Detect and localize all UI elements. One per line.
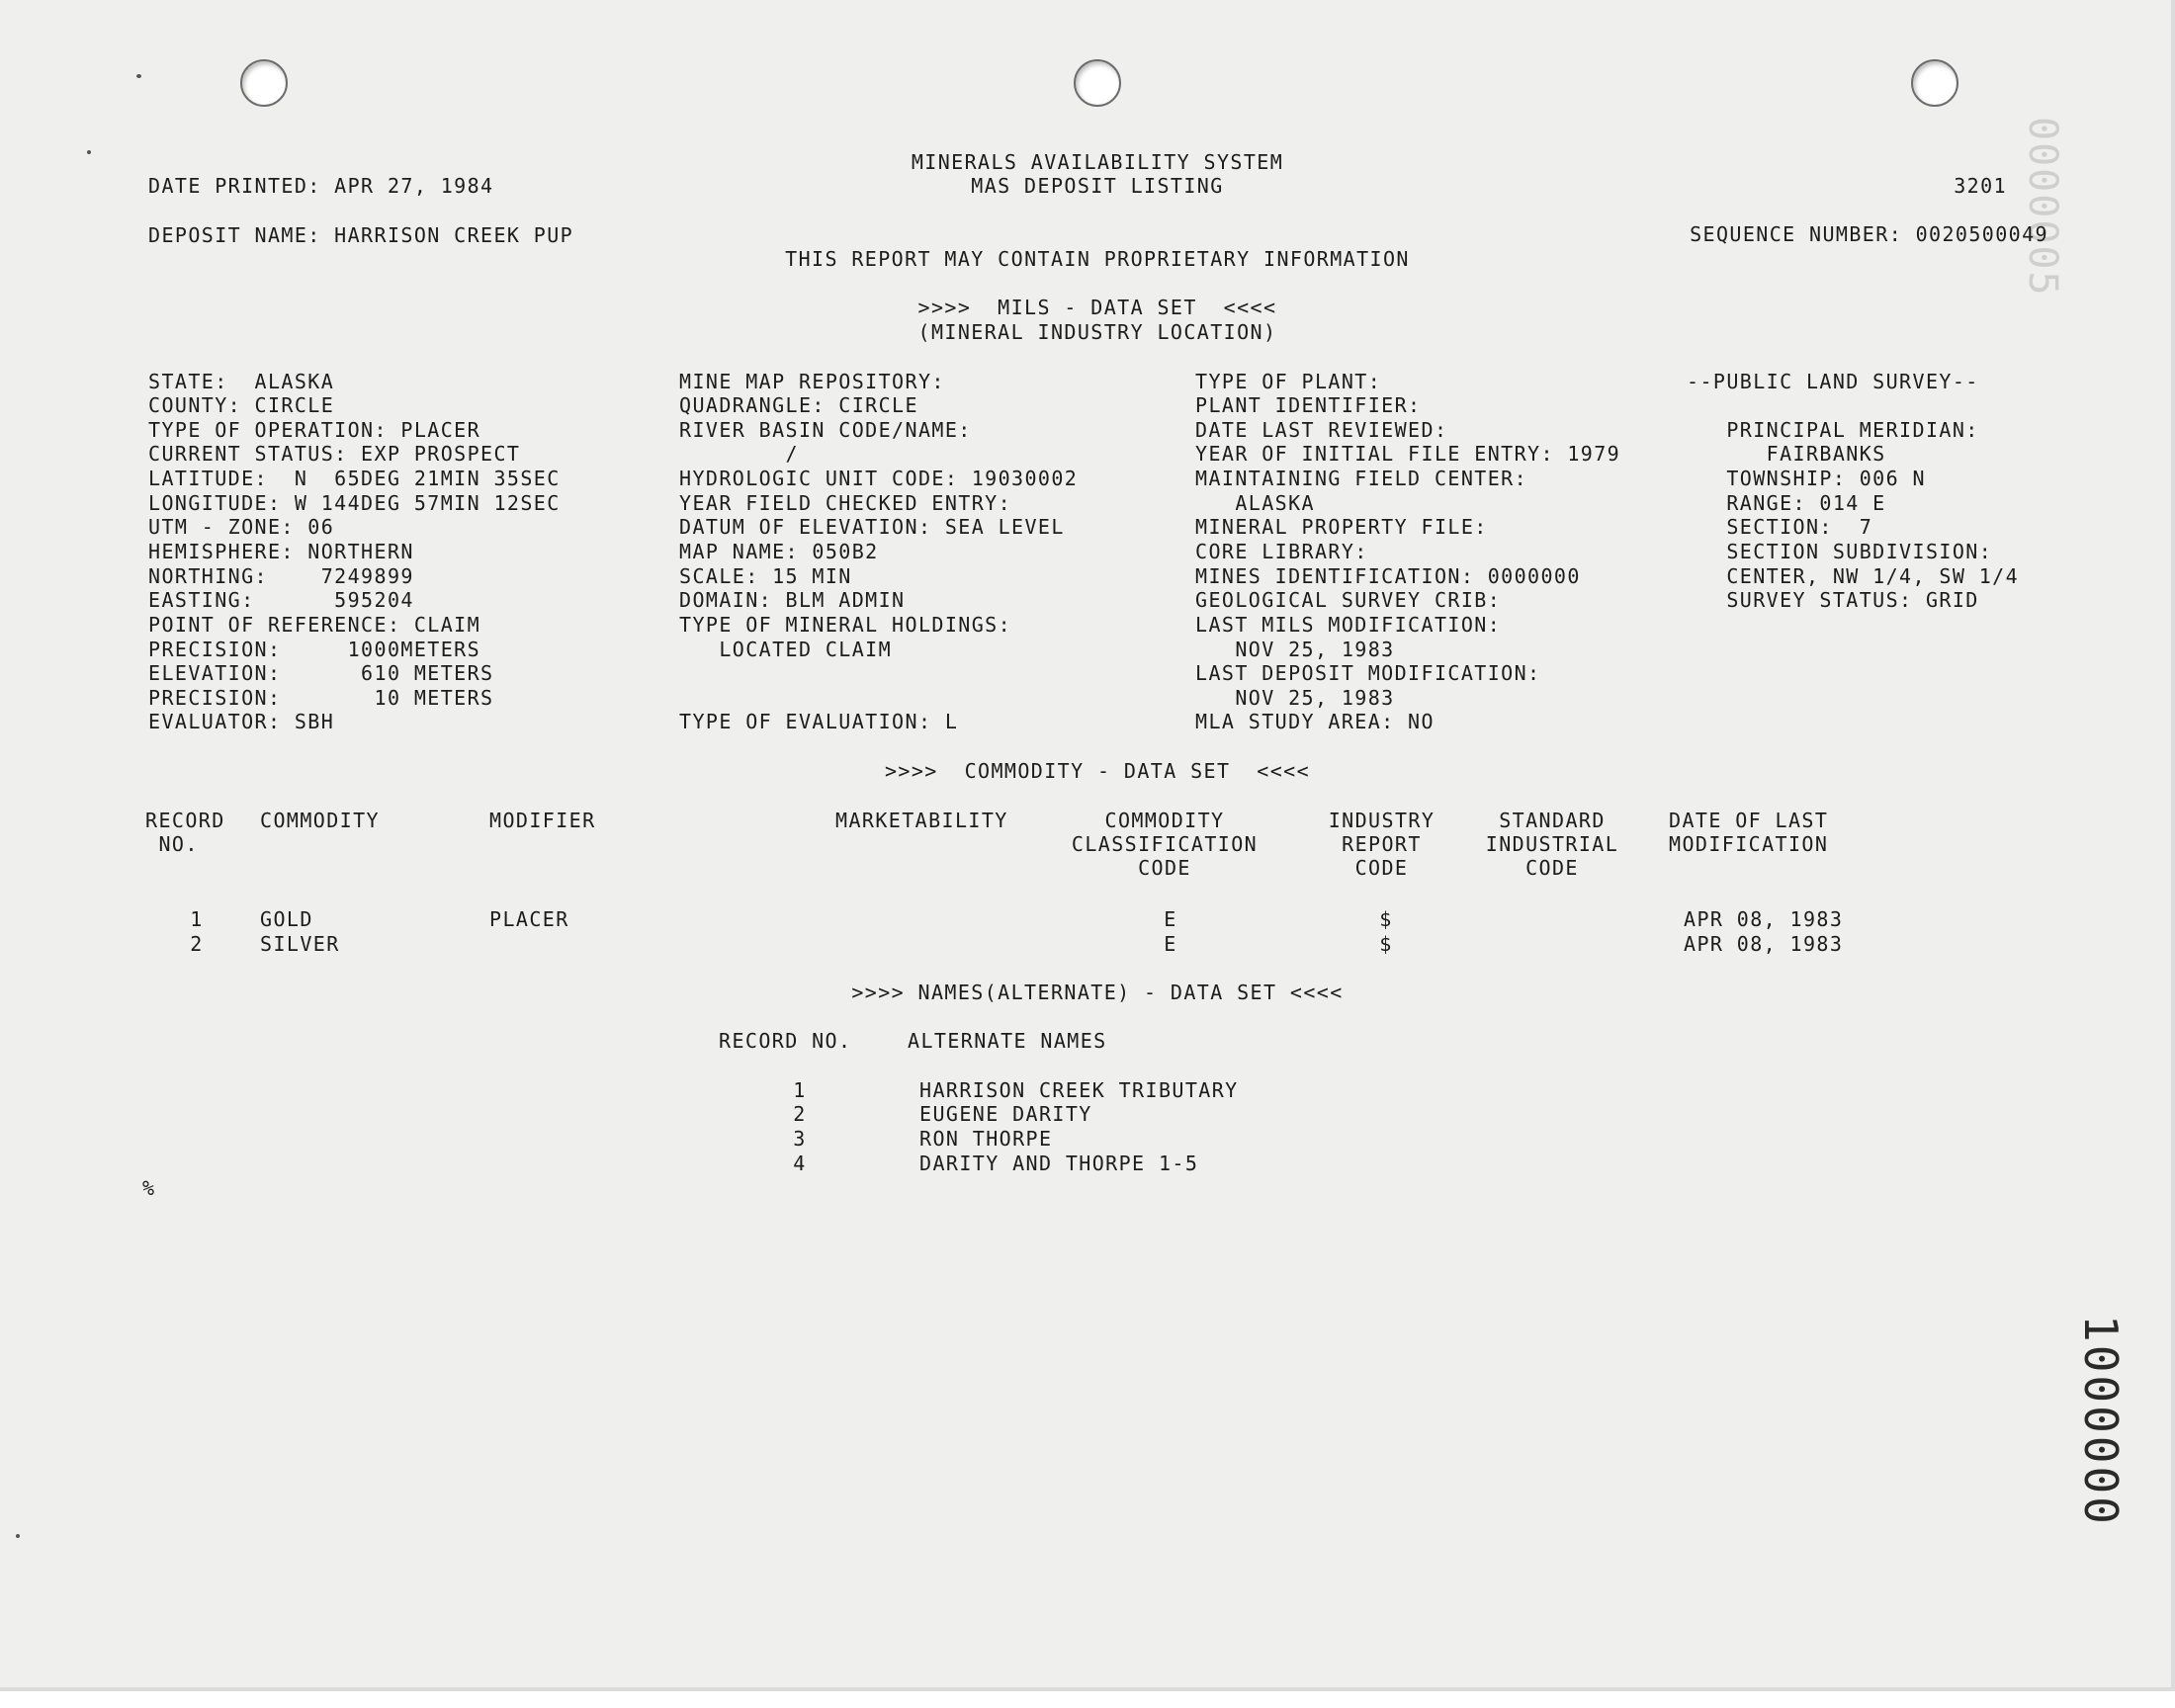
mils-col1-line: ELEVATION: 610 METERS — [148, 661, 494, 685]
modification-date: APR 08, 1983 — [1684, 932, 1844, 956]
system-title: MINERALS AVAILABILITY SYSTEM — [911, 150, 1284, 174]
mils-col1-line: LONGITUDE: W 144DEG 57MIN 12SEC — [148, 491, 561, 515]
mils-col2-line: LOCATED CLAIM — [679, 638, 893, 661]
mils-col3-line: YEAR OF INITIAL FILE ENTRY: 1979 — [1195, 442, 1621, 466]
alternate-name: RON THORPE — [919, 1127, 1053, 1151]
classification-code: E — [1164, 907, 1177, 931]
mils-subheading: (MINERAL INDUSTRY LOCATION) — [917, 320, 1277, 344]
industry-report-code: $ — [1379, 907, 1393, 931]
mils-col2-line: DOMAIN: BLM ADMIN — [679, 588, 906, 612]
classification-code: E — [1164, 932, 1177, 956]
mils-col2-line: SCALE: 15 MIN — [679, 564, 852, 588]
mils-col1-line: STATE: ALASKA — [148, 370, 335, 393]
names-heading: >>>> NAMES(ALTERNATE) - DATA SET <<<< — [851, 981, 1344, 1004]
paper-speck — [136, 74, 141, 78]
mils-col2-line: MINE MAP REPOSITORY: — [679, 370, 945, 393]
land-survey-line: SECTION SUBDIVISION: — [1687, 540, 1993, 563]
land-survey-line: CENTER, NW 1/4, SW 1/4 — [1687, 564, 2020, 588]
commodity-name: GOLD — [260, 907, 313, 931]
mils-col1-line: NORTHING: 7249899 — [148, 564, 414, 588]
col-header-record-no: RECORD NO. — [719, 1029, 852, 1053]
mils-col3-line: TYPE OF PLANT: — [1195, 370, 1382, 393]
mils-col3-line: ALASKA — [1195, 491, 1315, 515]
col-header-alternate-names: ALTERNATE NAMES — [908, 1029, 1107, 1053]
col-header-commodity: COMMODITY — [260, 809, 380, 832]
mils-col3-line: MLA STUDY AREA: NO — [1195, 710, 1435, 733]
deposit-name: DEPOSIT NAME: HARRISON CREEK PUP — [148, 223, 574, 247]
punch-hole — [240, 59, 288, 107]
land-survey-line: PRINCIPAL MERIDIAN: — [1687, 418, 1979, 442]
sequence-number: SEQUENCE NUMBER: 0020500049 — [1690, 222, 2048, 246]
mils-col3-line: MAINTAINING FIELD CENTER: — [1195, 467, 1528, 490]
alternate-name: EUGENE DARITY — [919, 1102, 1092, 1126]
mils-col2-line: TYPE OF MINERAL HOLDINGS: — [679, 613, 1012, 637]
land-survey-line: SURVEY STATUS: GRID — [1687, 588, 1979, 612]
alternate-name: HARRISON CREEK TRIBUTARY — [919, 1078, 1239, 1102]
mils-col1-line: EVALUATOR: SBH — [148, 710, 335, 733]
mils-col3-line: CORE LIBRARY: — [1195, 540, 1368, 563]
mils-heading: >>>> MILS - DATA SET <<<< — [917, 296, 1277, 319]
mils-col1-line: LATITUDE: N 65DEG 21MIN 35SEC — [148, 467, 561, 490]
mils-col3-line: LAST DEPOSIT MODIFICATION: — [1195, 661, 1541, 685]
date-printed: DATE PRINTED: APR 27, 1984 — [148, 174, 494, 198]
paper-speck — [87, 150, 91, 154]
margin-stamp-bottom: 1000000 — [2074, 1315, 2128, 1527]
record-no: 4 — [793, 1152, 807, 1175]
alternate-name: DARITY AND THORPE 1-5 — [919, 1152, 1199, 1175]
mils-col2-line: / — [679, 442, 799, 466]
mils-col3-line: GEOLOGICAL SURVEY CRIB: — [1195, 588, 1502, 612]
mils-col3-line: PLANT IDENTIFIER: — [1195, 393, 1422, 417]
col-header-modifier: MODIFIER — [489, 809, 596, 832]
mils-col2-line: HYDROLOGIC UNIT CODE: 19030002 — [679, 467, 1079, 490]
mils-col2-line: RIVER BASIN CODE/NAME: — [679, 418, 972, 442]
land-survey-line: TOWNSHIP: 006 N — [1687, 467, 1926, 490]
mils-col1-line: HEMISPHERE: NORTHERN — [148, 540, 414, 563]
mils-col3-line: NOV 25, 1983 — [1195, 686, 1395, 710]
mils-col2-line: DATUM OF ELEVATION: SEA LEVEL — [679, 515, 1065, 539]
industry-report-code: $ — [1379, 932, 1393, 956]
footer-mark: % — [142, 1176, 156, 1200]
punch-hole — [1911, 59, 1958, 107]
col-header-record-no: RECORD NO. — [145, 809, 225, 856]
page-code: 3201 — [1954, 174, 2007, 198]
col-header-date-last-modification: DATE OF LAST MODIFICATION — [1669, 809, 1829, 856]
modification-date: APR 08, 1983 — [1684, 907, 1844, 931]
commodity-heading: >>>> COMMODITY - DATA SET <<<< — [884, 759, 1311, 783]
commodity-name: SILVER — [260, 932, 340, 956]
mils-col3-line: LAST MILS MODIFICATION: — [1195, 613, 1502, 637]
record-no: 3 — [793, 1127, 807, 1151]
margin-stamp-top: 0000005 — [2020, 117, 2065, 298]
mils-col2-line: TYPE OF EVALUATION: L — [679, 710, 959, 733]
mils-col3-line: NOV 25, 1983 — [1195, 638, 1395, 661]
mils-col2-line: MAP NAME: 050B2 — [679, 540, 879, 563]
mils-col2-line: QUADRANGLE: CIRCLE — [679, 393, 918, 417]
mils-col2-line: YEAR FIELD CHECKED ENTRY: — [679, 491, 1012, 515]
mils-col1-line: POINT OF REFERENCE: CLAIM — [148, 613, 481, 637]
mils-col1-line: TYPE OF OPERATION: PLACER — [148, 418, 481, 442]
col-header-classification-code: COMMODITY CLASSIFICATION CODE — [1071, 809, 1259, 880]
land-survey-line: RANGE: 014 E — [1687, 491, 1886, 515]
mils-col1-line: EASTING: 595204 — [148, 588, 414, 612]
punch-hole — [1074, 59, 1121, 107]
land-survey-line: --PUBLIC LAND SURVEY-- — [1687, 370, 1979, 393]
land-survey-line: SECTION: 7 — [1687, 515, 1873, 539]
paper-speck — [16, 1534, 20, 1538]
col-header-standard-industrial-code: STANDARD INDUSTRIAL CODE — [1485, 809, 1619, 880]
col-header-industry-report-code: INDUSTRY REPORT CODE — [1328, 809, 1436, 880]
mils-col3-line: DATE LAST REVIEWED: — [1195, 418, 1448, 442]
record-no: 1 — [793, 1078, 807, 1102]
mils-col1-line: PRECISION: 1000METERS — [148, 638, 481, 661]
record-no: 2 — [190, 932, 204, 956]
listing-title: MAS DEPOSIT LISTING — [971, 174, 1224, 198]
commodity-modifier: PLACER — [489, 907, 569, 931]
mils-col1-line: PRECISION: 10 METERS — [148, 686, 494, 710]
mils-col1-line: COUNTY: CIRCLE — [148, 393, 335, 417]
record-no: 1 — [190, 907, 204, 931]
land-survey-line: FAIRBANKS — [1687, 442, 1886, 466]
mils-col3-line: MINES IDENTIFICATION: 0000000 — [1195, 564, 1581, 588]
proprietary-notice: THIS REPORT MAY CONTAIN PROPRIETARY INFORMATION — [785, 247, 1410, 271]
record-no: 2 — [793, 1102, 807, 1126]
mils-col3-line: MINERAL PROPERTY FILE: — [1195, 515, 1488, 539]
mils-col1-line: CURRENT STATUS: EXP PROSPECT — [148, 442, 521, 466]
mils-col1-line: UTM - ZONE: 06 — [148, 515, 335, 539]
col-header-marketability: MARKETABILITY — [835, 809, 1008, 832]
